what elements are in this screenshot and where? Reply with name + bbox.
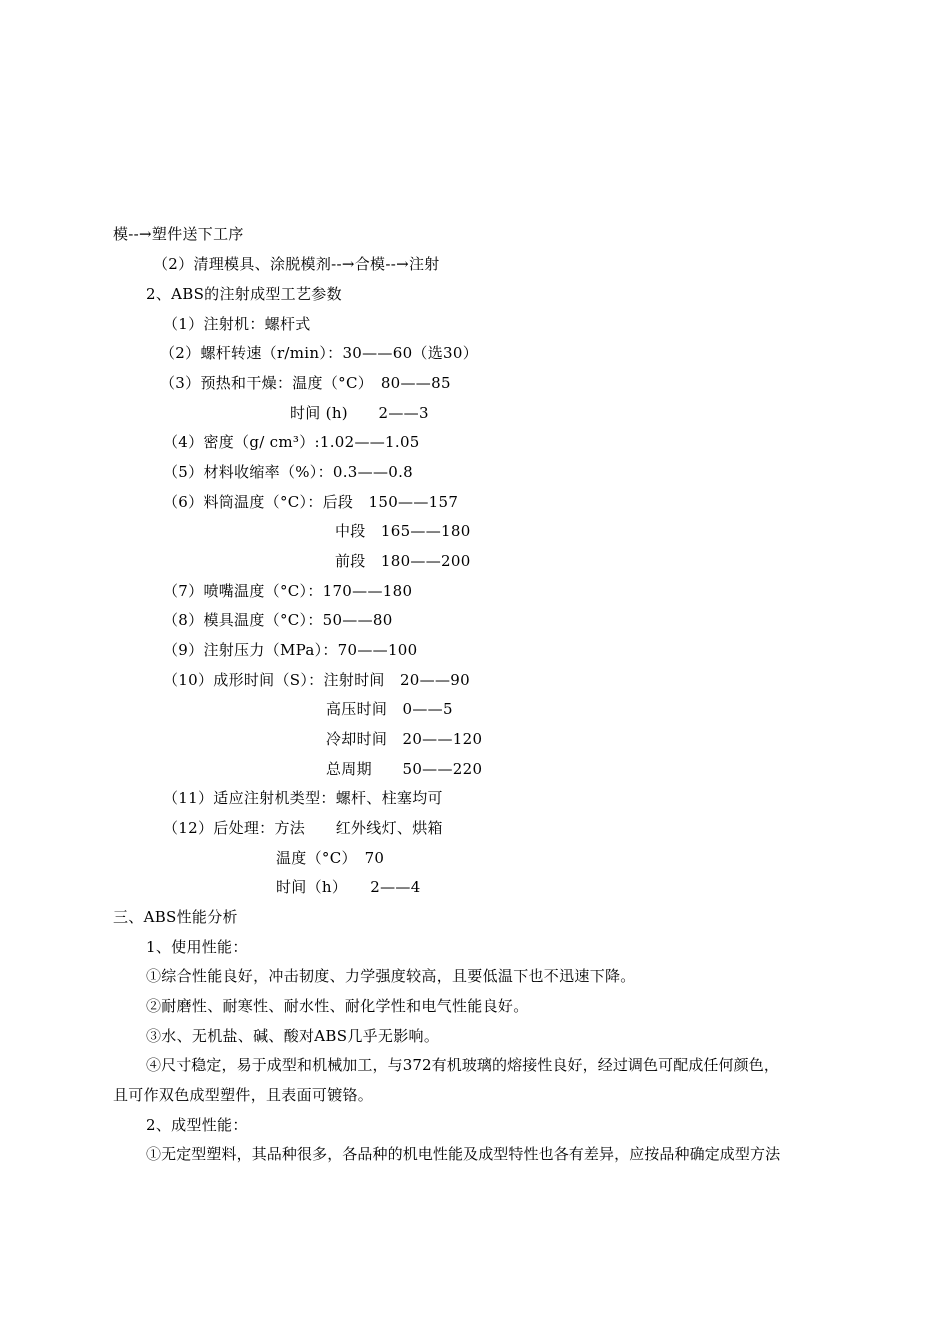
param-barrel-middle: 中段 165——180 xyxy=(335,522,471,540)
param-injection-pressure: （9）注射压力（MPa）：70——100 xyxy=(163,641,418,659)
item-use-2: ②耐磨性、耐寒性、耐水性、耐化学性和电气性能良好。 xyxy=(146,997,529,1015)
text-line-step-2: （2）清理模具、涂脱模剂--→合模--→注射 xyxy=(153,255,440,273)
param-screw-speed: （2）螺杆转速（r/min）：30——60（选30） xyxy=(160,344,479,362)
param-post-treatment-method: （12）后处理：方法 红外线灯、烘箱 xyxy=(163,819,443,837)
param-nozzle-temp: （7）喷嘴温度（°C）：170——180 xyxy=(163,582,413,600)
param-post-treatment-temp: 温度（°C） 70 xyxy=(276,849,385,867)
item-use-4-continued: 且可作双色成型塑件，且表面可镀铬。 xyxy=(113,1086,374,1104)
param-preheat-temp: （3）预热和干燥：温度（°C） 80——85 xyxy=(160,374,451,392)
param-mold-temp: （8）模具温度（°C）：50——80 xyxy=(163,611,393,629)
subheading-use-performance: 1、使用性能： xyxy=(146,938,248,956)
param-cooling-time: 冷却时间 20——120 xyxy=(326,730,483,748)
param-high-pressure-time: 高压时间 0——5 xyxy=(326,700,453,718)
section-heading-abs-params: 2、ABS的注射成型工艺参数 xyxy=(146,285,342,303)
text-line-continuation: 模--→塑件送下工序 xyxy=(113,225,244,243)
item-molding-1: ①无定型塑料，其品种很多，各品种的机电性能及成型特性也各有差异，应按品种确定成型方法 xyxy=(146,1145,781,1163)
subheading-molding-performance: 2、成型性能： xyxy=(146,1116,248,1134)
param-injection-time: （10）成形时间（S）：注射时间 20——90 xyxy=(163,671,470,689)
section-heading-performance: 三、ABS性能分析 xyxy=(113,908,238,926)
param-preheat-time: 时间 (h) 2——3 xyxy=(290,404,429,422)
item-use-4: ④尺寸稳定，易于成型和机械加工，与372有机玻璃的熔接性良好，经过调色可配成任何颜色， xyxy=(146,1056,779,1074)
param-barrel-rear: （6）料筒温度（°C）：后段 150——157 xyxy=(163,493,459,511)
param-shrinkage: （5）材料收缩率（%）：0.3——0.8 xyxy=(163,463,414,481)
item-use-1: ①综合性能良好，冲击韧度、力学强度较高，且要低温下也不迅速下降。 xyxy=(146,967,636,985)
param-total-cycle: 总周期 50——220 xyxy=(326,760,483,778)
item-use-3: ③水、无机盐、碱、酸对ABS几乎无影响。 xyxy=(146,1027,440,1045)
param-machine-type: （11）适应注射机类型：螺杆、柱塞均可 xyxy=(163,789,443,807)
param-injection-machine: （1）注射机：螺杆式 xyxy=(163,315,311,333)
param-post-treatment-time: 时间（h） 2——4 xyxy=(276,878,421,896)
param-density: （4）密度（g/ cm³）:1.02——1.05 xyxy=(163,433,420,451)
param-barrel-front: 前段 180——200 xyxy=(335,552,471,570)
